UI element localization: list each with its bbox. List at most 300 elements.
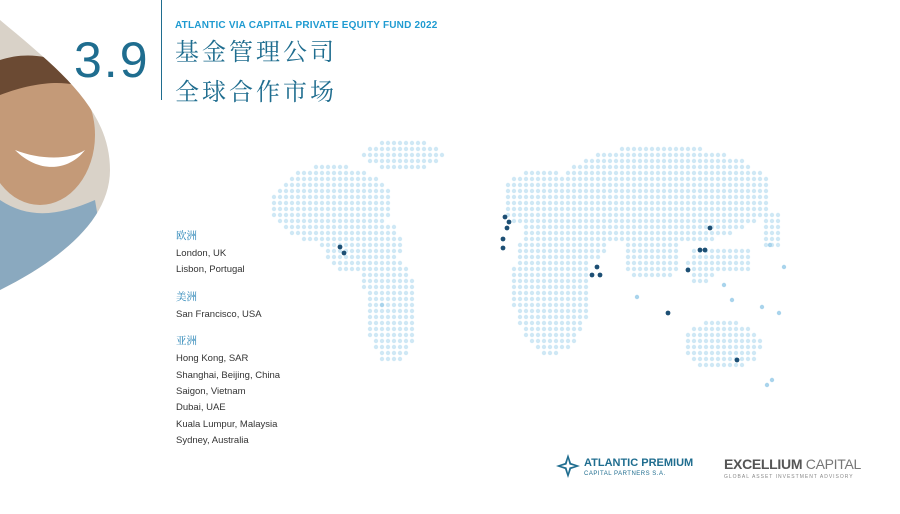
office-marker [342,251,347,256]
map-dot [560,195,564,199]
map-dot [326,171,330,175]
office-marker [598,273,603,278]
map-dot [638,189,642,193]
map-dot [308,237,312,241]
map-dot [626,213,630,217]
office-marker [590,273,595,278]
map-dot [380,147,384,151]
map-dot [752,345,756,349]
map-dot [590,213,594,217]
map-dot [524,291,528,295]
map-dot [704,333,708,337]
map-dot [590,249,594,253]
map-dot [710,171,714,175]
map-dot [422,159,426,163]
map-dot [590,201,594,205]
map-dot [716,159,720,163]
map-dot [572,273,576,277]
map-dot [356,219,360,223]
map-dot [716,249,720,253]
map-dot [680,183,684,187]
map-dot [530,279,534,283]
map-dot [548,243,552,247]
map-dot [398,165,402,169]
map-dot [320,165,324,169]
map-dot [374,201,378,205]
map-dot [368,153,372,157]
map-dot [404,153,408,157]
map-dot [668,255,672,259]
map-dot [650,261,654,265]
map-dot [362,153,366,157]
map-dot [614,213,618,217]
map-dot [746,249,750,253]
map-dot [596,255,600,259]
map-dot [350,261,354,265]
map-dot [512,267,516,271]
map-dot [644,267,648,271]
map-dot [410,279,414,283]
map-dot [374,153,378,157]
map-dot [530,189,534,193]
map-dot [722,153,726,157]
map-dot [344,207,348,211]
map-dot [650,171,654,175]
map-dot [398,351,402,355]
map-dot [632,249,636,253]
map-dot [350,219,354,223]
map-dot [728,195,732,199]
map-dot [728,213,732,217]
map-dot [392,261,396,265]
map-dot [698,279,702,283]
map-dot [326,201,330,205]
map-dot [404,321,408,325]
map-dot [584,159,588,163]
map-dot [638,201,642,205]
map-dot [398,141,402,145]
map-dot [362,207,366,211]
map-dot [548,171,552,175]
map-dot [404,267,408,271]
map-dot [578,219,582,223]
map-dot [752,351,756,355]
map-dot [680,237,684,241]
map-dot [572,297,576,301]
map-dot [728,363,732,367]
map-dot [728,225,732,229]
map-dot [296,183,300,187]
map-dot [614,225,618,229]
map-dot [716,231,720,235]
map-dot [752,357,756,361]
map-dot [674,183,678,187]
map-dot [386,333,390,337]
map-dot [386,213,390,217]
map-dot [374,243,378,247]
map-dot [308,183,312,187]
map-dot [650,267,654,271]
map-dot [554,339,558,343]
map-dot [308,195,312,199]
map-dot [644,201,648,205]
map-dot [332,189,336,193]
map-dot [362,171,366,175]
map-dot [380,255,384,259]
map-dot [644,183,648,187]
map-dot [524,249,528,253]
map-dot [548,231,552,235]
map-dot [344,171,348,175]
map-dot [278,189,282,193]
map-dot [704,339,708,343]
map-dot [410,321,414,325]
map-dot [704,219,708,223]
map-dot [374,189,378,193]
map-dot [626,177,630,181]
map-dot [332,237,336,241]
map-dot [380,141,384,145]
map-dot [686,171,690,175]
map-dot [692,357,696,361]
office-marker [505,226,510,231]
map-dot [602,201,606,205]
map-dot [338,201,342,205]
map-island-dot [782,265,786,269]
map-dot [692,147,696,151]
map-dot [536,339,540,343]
map-dot [302,183,306,187]
map-dot [716,255,720,259]
map-dot [602,159,606,163]
map-dot [410,315,414,319]
map-dot [692,231,696,235]
map-dot [392,255,396,259]
map-dot [644,207,648,211]
map-dot [668,213,672,217]
map-dot [686,153,690,157]
map-dot [392,345,396,349]
map-dot [554,345,558,349]
map-dot [536,171,540,175]
map-dot [626,249,630,253]
map-dot [734,255,738,259]
map-dot [776,237,780,241]
map-dot [326,225,330,229]
map-dot [740,183,744,187]
map-dot [656,177,660,181]
map-dot [584,201,588,205]
map-dot [614,159,618,163]
map-dot [356,195,360,199]
map-dot [626,183,630,187]
map-dot [758,339,762,343]
map-dot [590,177,594,181]
map-dot [746,189,750,193]
map-dot [602,195,606,199]
map-dot [386,327,390,331]
map-dot [548,309,552,313]
map-dot [566,297,570,301]
map-dot [572,309,576,313]
map-dot [746,345,750,349]
map-dot [302,171,306,175]
map-dot [380,249,384,253]
map-dot [326,165,330,169]
map-dot [692,279,696,283]
city-item: Hong Kong, SAR [176,353,249,365]
map-dot [692,351,696,355]
map-dot [542,303,546,307]
map-dot [584,183,588,187]
map-dot [572,231,576,235]
map-dot [722,213,726,217]
map-dot [632,189,636,193]
map-dot [686,261,690,265]
map-dot [620,165,624,169]
map-dot [698,363,702,367]
map-dot [350,255,354,259]
map-dot [560,291,564,295]
map-dot [530,261,534,265]
office-marker [507,220,512,225]
map-dot [380,153,384,157]
map-dot [290,189,294,193]
map-dot [524,261,528,265]
map-dot [620,171,624,175]
logo2-name-main: EXCELLIUM [724,456,806,472]
map-dot [722,195,726,199]
map-dot [608,195,612,199]
map-dot [554,207,558,211]
map-dot [590,159,594,163]
map-dot [386,201,390,205]
map-dot [584,171,588,175]
map-dot [326,255,330,259]
map-dot [314,183,318,187]
map-dot [644,189,648,193]
map-dot [536,207,540,211]
map-dot [662,177,666,181]
map-dot [362,279,366,283]
map-dot [302,195,306,199]
map-dot [686,345,690,349]
map-dot [524,315,528,319]
map-dot [356,267,360,271]
map-dot [302,219,306,223]
map-dot [518,285,522,289]
map-dot [680,213,684,217]
map-dot [710,273,714,277]
map-dot [758,207,762,211]
map-dot [572,201,576,205]
map-dot [542,291,546,295]
excellium-capital-logo [722,452,862,482]
map-dot [572,327,576,331]
map-dot [692,333,696,337]
map-dot [344,201,348,205]
map-dot [392,141,396,145]
map-dot [746,255,750,259]
map-dot [674,165,678,169]
map-dot [350,177,354,181]
map-dot [344,231,348,235]
map-dot [626,159,630,163]
map-dot [368,273,372,277]
map-dot [524,207,528,211]
map-dot [650,159,654,163]
map-dot [554,195,558,199]
map-dot [698,207,702,211]
map-dot [542,351,546,355]
map-dot [524,303,528,307]
map-dot [416,153,420,157]
map-dot [530,309,534,313]
map-dot [380,315,384,319]
map-dot [590,165,594,169]
map-dot [596,219,600,223]
map-dot [668,147,672,151]
map-dot [608,183,612,187]
map-dot [386,285,390,289]
map-dot [722,207,726,211]
map-dot [356,225,360,229]
map-dot [392,273,396,277]
map-dot [512,195,516,199]
map-dot [662,195,666,199]
map-dot [698,345,702,349]
map-dot [518,243,522,247]
map-dot [548,285,552,289]
map-dot [554,285,558,289]
map-dot [386,249,390,253]
map-dot [536,177,540,181]
map-dot [374,261,378,265]
map-dot [728,333,732,337]
map-dot [350,195,354,199]
map-dot [362,267,366,271]
map-dot [710,183,714,187]
map-dot [374,279,378,283]
map-dot [602,243,606,247]
map-dot [386,159,390,163]
map-dot [692,189,696,193]
map-dot [434,147,438,151]
map-dot [656,213,660,217]
map-dot [386,267,390,271]
map-dot [740,357,744,361]
map-dot [710,255,714,259]
map-dot [704,165,708,169]
map-dot [650,177,654,181]
map-dot [590,183,594,187]
map-dot [332,255,336,259]
map-dot [578,291,582,295]
map-dot [380,339,384,343]
map-dot [704,327,708,331]
map-dot [644,219,648,223]
map-dot [542,171,546,175]
map-dot [662,213,666,217]
map-dot [350,189,354,193]
map-dot [560,219,564,223]
map-dot [644,231,648,235]
map-dot [740,171,744,175]
map-dot [704,363,708,367]
map-dot [344,213,348,217]
map-dot [392,159,396,163]
map-dot [752,339,756,343]
map-dot [764,231,768,235]
map-dot [524,177,528,181]
map-dot [584,297,588,301]
map-dot [332,249,336,253]
map-dot [572,195,576,199]
map-dot [656,261,660,265]
map-dot [620,147,624,151]
map-dot [530,267,534,271]
map-dot [674,237,678,241]
map-dot [662,147,666,151]
page-heading-line2: 全球合作市场 [175,78,337,106]
map-dot [686,333,690,337]
map-dot [308,177,312,181]
map-dot [692,165,696,169]
map-dot [554,273,558,277]
map-dot [572,321,576,325]
map-dot [740,267,744,271]
map-dot [578,231,582,235]
map-dot [284,183,288,187]
map-dot [398,159,402,163]
map-dot [368,303,372,307]
map-dot [284,225,288,229]
map-dot [356,189,360,193]
map-dot [662,165,666,169]
map-dot [518,207,522,211]
map-dot [596,189,600,193]
map-dot [350,249,354,253]
map-dot [728,255,732,259]
map-dot [356,255,360,259]
map-dot [650,189,654,193]
map-dot [728,189,732,193]
map-dot [536,267,540,271]
map-dot [548,207,552,211]
map-dot [296,177,300,181]
map-dot [656,225,660,229]
map-dot [578,273,582,277]
map-dot [560,237,564,241]
map-dot [302,225,306,229]
map-dot [566,267,570,271]
map-dot [626,153,630,157]
map-dot [392,243,396,247]
map-dot [566,303,570,307]
map-dot [368,315,372,319]
map-dot [560,189,564,193]
map-dot [758,195,762,199]
map-dot [422,165,426,169]
map-dot [572,189,576,193]
map-dot [716,171,720,175]
map-dot [740,213,744,217]
map-dot [632,255,636,259]
map-dot [392,237,396,241]
map-dot [386,303,390,307]
map-dot [770,213,774,217]
map-dot [344,225,348,229]
